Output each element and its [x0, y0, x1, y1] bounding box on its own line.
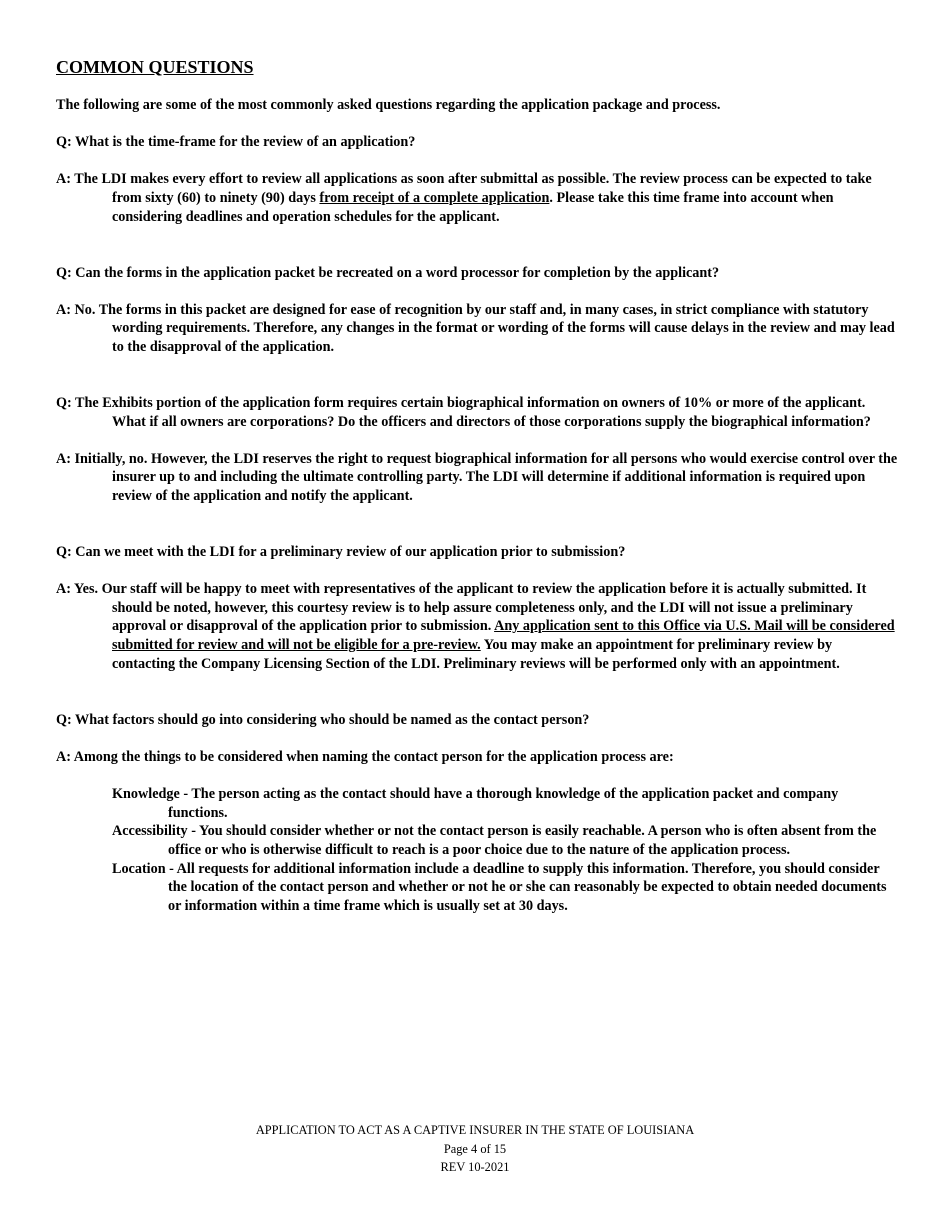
- answer-5: A: Among the things to be considered when naming the contact person for the application process are:: [56, 748, 674, 765]
- answer-4-text-end: You may make an appointment for preliminary review by contacting the Company Licensing Section of the LDI. Preliminary reviews will be performed only with an appointment.: [112, 637, 840, 672]
- intro-text: The following are some of the most commonly asked questions regarding the application package and process.: [56, 97, 721, 113]
- factor-accessibility: Accessibility - You should consider whether or not the contact person is easily reachable. A person who is often absent from the office or who is otherwise difficult to reach is a poor choice due to the nature of the application process.: [112, 823, 877, 859]
- answer-1-underlined: from receipt of a complete application: [319, 190, 550, 207]
- question-1: Q: What is the time-frame for the review of an application?: [56, 134, 416, 151]
- page-footer: [0, 1121, 950, 1177]
- answer-4: [56, 580, 898, 674]
- document-page: [56, 56, 898, 916]
- question-3: Q: The Exhibits portion of the application form requires certain biographical information on owners of 10% or more of the applicant. What if all owners are corporations? Do the officers and directors of those corporations supply the biographical information?: [56, 394, 871, 430]
- answer-1: [56, 170, 898, 226]
- question-4: Q: Can we meet with the LDI for a preliminary review of our application prior to submission?: [56, 543, 626, 560]
- factor-knowledge: Knowledge - The person acting as the contact should have a thorough knowledge of the application packet and company functions.: [112, 785, 839, 821]
- footer-revision: REV 10-2021: [440, 1160, 510, 1174]
- answer-1-text-end: . Please take this time frame into account when considering deadlines and operation schedules for the applicant.: [112, 190, 834, 225]
- answer-4-text: A: Yes. Our staff will be happy to meet with representatives of the applicant to review the application before it is actually submitted. It should be noted, however, this courtesy review is to help assure completeness only, and the LDI will not issue a preliminary approval or disapproval of the application prior to submission.: [56, 581, 867, 635]
- footer-page-number: Page 4 of 15: [443, 1141, 507, 1156]
- contact-factors-list: [112, 785, 898, 916]
- question-2: Q: Can the forms in the application packet be recreated on a word processor for completion by the applicant?: [56, 264, 720, 281]
- answer-4-underlined: Any application sent to this Office via U.S. Mail will be considered submitted for review and will not be eligible for a pre-review.: [112, 618, 895, 654]
- answer-3: A: Initially, no. However, the LDI reserves the right to request biographical information for all persons who would exercise control over the insurer up to and including the ultimate controlling party. The LDI will determine if additional information is required upon review of the application and notify the applicant.: [56, 450, 898, 505]
- factor-location: Location - All requests for additional information include a deadline to supply this information. Therefore, you should consider the location of the contact person and whether or not he or she can reasonably be expected to obtain needed documents or information within a time frame which is usually set at 30 days.: [112, 860, 887, 915]
- question-5: Q: What factors should go into considering who should be named as the contact person?: [56, 711, 590, 728]
- answer-2: A: No. The forms in this packet are designed for ease of recognition by our staff and, in many cases, in strict compliance with statutory wording requirements. Therefore, any changes in the format or wording of the forms will cause delays in the review and may lead to the disapproval of the application.: [56, 301, 895, 356]
- footer-title: APPLICATION TO ACT AS A CAPTIVE INSURER IN THE STATE OF LOUISIANA: [255, 1123, 695, 1137]
- answer-1-text: A: The LDI makes every effort to review all applications as soon after submittal as possible. The review process can be expected to take from sixty (60) to ninety (90) days: [56, 171, 872, 207]
- page-heading: COMMON QUESTIONS: [56, 57, 254, 77]
